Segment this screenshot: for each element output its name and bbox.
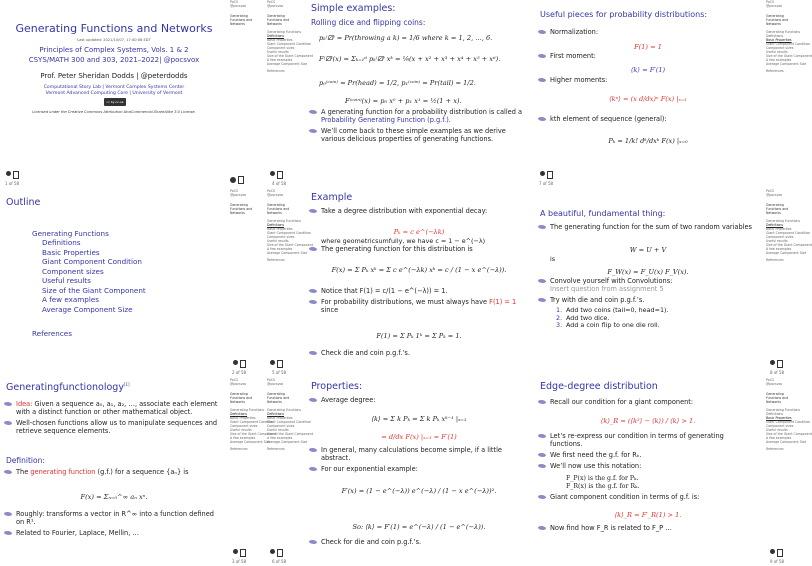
notation-item: F_R(x) is the g.f. for Rₖ. <box>566 482 640 490</box>
bullet-list <box>536 277 756 307</box>
outline-item[interactable]: Component sizes <box>766 235 794 239</box>
nav-icons[interactable] <box>770 360 783 368</box>
bullet-list <box>307 446 527 476</box>
sidebar-outline[interactable] <box>766 219 812 255</box>
box-icon <box>777 360 783 368</box>
logos <box>230 176 244 184</box>
course-line-1: Principles of Complex Systems, Vols. 1 & 2 <box>39 46 189 54</box>
sidebar <box>766 189 812 377</box>
bullet-list <box>536 115 756 126</box>
slide-1 <box>0 0 266 188</box>
slide-3 <box>0 378 276 566</box>
sidebar-outline[interactable] <box>267 30 313 66</box>
bullet-list <box>2 400 222 438</box>
outline-item[interactable]: Basic Properties <box>766 416 792 420</box>
outline-item[interactable]: Basic Properties <box>267 227 293 231</box>
affiliation-2: Vermont Advanced Computing Core | University of Vermont <box>45 91 183 96</box>
citation-link[interactable]: [1] <box>123 382 130 387</box>
sidebar-references[interactable]: References <box>267 447 285 451</box>
sidebar <box>267 0 313 188</box>
outline-item[interactable]: Basic Properties <box>766 227 792 231</box>
circle-icon <box>233 360 238 365</box>
slide-main <box>0 0 228 188</box>
sidebar <box>230 0 266 188</box>
slide-title: Generatingfunctionology[1] <box>6 382 130 394</box>
equation: F(x) = Σ Pₖ xᵏ = Σ c e^(−λk) xᵏ = c / (1 − x e^(−λ)). <box>331 266 507 274</box>
equation: F(x) = Σₙ₌₀^∞ aₙ xⁿ. <box>80 493 148 501</box>
sidebar <box>230 378 276 566</box>
circle-icon <box>270 360 275 365</box>
list-item: Let’s re-express our condition in terms of generating functions. <box>536 432 756 448</box>
outline-item[interactable]: Basic Properties <box>267 38 293 42</box>
outline-item[interactable]: A few examples <box>42 295 99 304</box>
outline-item[interactable]: A few examples <box>230 436 256 440</box>
slide-8 <box>534 189 812 377</box>
list-item: The generating function (g.f.) for a sequence {aₙ} is <box>2 468 222 476</box>
outline-item[interactable]: Useful results <box>267 239 289 243</box>
sidebar-course: PoCS <box>766 189 775 193</box>
list-item: For probability distributions, we must always have F(1) = 1 since <box>307 298 527 314</box>
outline-item[interactable]: Average Component Size <box>42 304 133 314</box>
list-item: kth element of sequence (general): <box>536 115 756 123</box>
assignment-link[interactable]: Insert question from assignment 5 <box>550 285 664 293</box>
list-item: 3. Add a coin flip to one die roll. <box>556 321 660 330</box>
text: is <box>550 255 556 263</box>
sidebar <box>267 378 313 566</box>
sidebar-course: PoCS <box>267 378 276 382</box>
slide-main <box>0 189 228 377</box>
sidebar-title: Generating Functions and Networks <box>230 392 253 404</box>
sidebar-handle: @pocsvox <box>766 4 783 8</box>
outline-item[interactable]: Definitions <box>766 412 784 416</box>
outline-item[interactable]: Useful results <box>267 50 289 54</box>
affiliation-1: Computational Story Lab | Vermont Complex Systems Center <box>43 85 185 90</box>
list-item: Now find how F_R is related to F_P … <box>536 524 756 532</box>
outline-item[interactable]: A few examples <box>766 247 792 251</box>
box-icon <box>13 171 19 179</box>
equation: pₖ⁽⚂⁾ = Pr(throwing a k) = 1/6 where k = 1, 2, …, 6. <box>319 34 493 42</box>
sidebar-title: Generating Functions and Networks <box>766 203 789 215</box>
outline-item[interactable]: Size of the Giant Component <box>267 243 313 247</box>
sidebar-title: Generating Functions and Networks <box>267 14 290 26</box>
slide-title: A beautiful, fundamental thing: <box>540 209 666 218</box>
circle-icon <box>270 549 275 554</box>
sidebar-handle: @pocsvox <box>230 4 247 8</box>
slide-5 <box>267 189 533 377</box>
outline-item[interactable]: Definitions <box>267 412 285 416</box>
outline-item[interactable]: Giant Component Condition <box>42 257 142 266</box>
bullet-list <box>2 510 222 540</box>
equation: ⟨kⁿ⟩ = (x d/dx)ⁿ F(x) |ₓ₌₁ <box>609 95 687 103</box>
outline-item[interactable]: Component sizes <box>42 266 104 276</box>
outline-item[interactable]: Size of the Giant Component <box>766 54 812 58</box>
list-item: We first need the g.f. for Rₖ. <box>536 451 756 459</box>
list-item: Idea: Given a sequence a₀, a₁, a₂, …, associate each element with a distinct function or other mathematical object. <box>2 400 222 416</box>
box-icon <box>777 549 783 557</box>
circle-icon <box>270 171 275 176</box>
equation: F(1) = Σ Pₖ 1ᵏ = Σ Pₖ = 1. <box>376 332 462 340</box>
list-item: First moment: <box>536 52 756 60</box>
equation: F′(x) = (1 − e^(−λ)) e^(−λ) / (1 − x e^(−λ))². <box>341 487 497 495</box>
slide-title: Useful pieces for probability distributions: <box>540 10 708 19</box>
sidebar-title: Generating Functions and Networks <box>766 392 789 404</box>
list-item: Recall our condition for a giant component: <box>536 398 756 406</box>
bullet-list <box>536 493 756 504</box>
sidebar <box>230 189 266 377</box>
bullet-list <box>307 287 527 317</box>
outline-item[interactable]: Size of the Giant Component <box>230 432 276 436</box>
sidebar-course: PoCS <box>230 189 239 193</box>
notation-item: F_P(x) is the g.f. for Pₖ. <box>566 475 639 482</box>
sidebar <box>267 189 313 377</box>
outline-item[interactable]: Basic Properties <box>230 416 256 420</box>
list-item: 1. Add two coins (tail=0, head=1). <box>556 306 669 314</box>
slide-main <box>534 0 762 188</box>
outline-item[interactable]: Useful results <box>230 428 252 432</box>
list-item: Average degree: <box>307 396 527 404</box>
sidebar-outline[interactable] <box>766 408 812 444</box>
outline-item[interactable]: Component sizes <box>230 424 258 428</box>
sidebar-title: Generating Functions and Networks <box>267 392 290 404</box>
sidebar-course: PoCS <box>267 0 276 4</box>
page-number: 7 of 58 <box>539 181 554 186</box>
outline-item[interactable]: Giant Component Condition <box>766 42 811 46</box>
list-item: Take a degree distribution with exponential decay: <box>307 207 527 215</box>
equation: ⟨k⟩ = Σ k Pₖ = Σ k Pₖ xᵏ⁻¹ |ₓ₌₁ <box>371 415 467 423</box>
outline-item[interactable]: Generating Functions <box>230 408 265 412</box>
slide-main <box>305 0 533 188</box>
outline-item[interactable]: Size of the Giant Component <box>42 285 146 295</box>
circle-icon <box>6 171 11 176</box>
list-item: Check die and coin p.g.f.’s. <box>307 349 527 357</box>
sidebar <box>766 378 812 566</box>
sidebar-references[interactable]: References <box>267 69 285 73</box>
outline-item[interactable]: A few examples <box>267 436 293 440</box>
outline-item[interactable]: Component sizes <box>267 46 295 50</box>
bullet-list <box>536 223 756 234</box>
outline-list <box>42 238 146 314</box>
outline-item[interactable]: Basic Properties <box>766 38 792 42</box>
list-item: The generating function for the sum of two random variables <box>536 223 756 231</box>
page-number: 4 of 58 <box>272 181 287 186</box>
outline-references[interactable]: References <box>32 329 72 338</box>
outline-item[interactable]: Average Component Size <box>267 62 308 66</box>
list-item: Normalization: <box>536 28 756 36</box>
slide-main <box>534 378 762 566</box>
sidebar-handle: @pocsvox <box>267 382 284 386</box>
slide-title: Edge-degree distribution <box>540 381 658 392</box>
list-item: Try with die and coin p.g.f.’s. <box>536 296 756 304</box>
outline-item[interactable]: Average Component Size <box>267 251 308 255</box>
definition-heading: Definition: <box>6 456 45 465</box>
equation: F⁽ᶜᵒⁱⁿ⁾(x) = p₀ x⁰ + p₁ x¹ = ½(1 + x). <box>345 97 462 105</box>
outline-item[interactable]: Giant Component Condition <box>267 420 312 424</box>
equation: W = U + V <box>629 246 667 254</box>
equation: F⁽⚂⁾(x) = Σₖ₌₁⁶ pₖ⁽⚂⁾ xᵏ = ⅙(x + x² + x³ + x⁴ + x⁵ + x⁶). <box>319 55 501 63</box>
slide-7 <box>534 0 812 188</box>
equation: ⟨k⟩_R = F′_R(1) > 1. <box>614 511 682 519</box>
bullet-list <box>307 108 527 146</box>
box-icon <box>277 360 283 368</box>
bullet-list <box>536 52 756 63</box>
updated-text: Last updated: 2021/10/07, 17:40:08 EDT <box>77 38 151 42</box>
slide-main <box>534 189 762 377</box>
sidebar-title: Generating Functions and Networks <box>230 203 253 215</box>
numbered-list <box>556 307 756 330</box>
page-number: 5 of 58 <box>272 370 287 375</box>
bullet-list <box>307 245 527 256</box>
slide-6 <box>267 378 533 566</box>
sidebar-handle: @pocsvox <box>766 382 783 386</box>
outline-item[interactable]: Size of the Giant Component <box>766 243 812 247</box>
equation: ⟨k⟩ = F′(1) <box>630 66 666 74</box>
nav-icons[interactable] <box>770 549 783 557</box>
outline-item[interactable]: A few examples <box>766 436 792 440</box>
outline-item[interactable]: Giant Component Condition <box>766 231 811 235</box>
sidebar-references[interactable]: References <box>230 447 248 451</box>
box-icon <box>277 549 283 557</box>
list-item: We’ll now use this notation: <box>536 462 756 470</box>
outline-item[interactable]: Average Component Size <box>766 62 807 66</box>
sidebar-handle: @pocsvox <box>230 382 247 386</box>
notation-list <box>566 475 639 490</box>
sidebar-outline[interactable] <box>267 219 313 255</box>
course-line-2: CSYS/MATH 300 and 303, 2021–2022| @pocsvox <box>28 56 200 64</box>
sidebar-title: Generating Functions and Networks <box>267 203 290 215</box>
circle-icon <box>540 171 545 176</box>
sidebar-title: Generating Functions and Networks <box>766 14 789 26</box>
outline-item[interactable]: Definitions <box>766 34 784 38</box>
outline-item[interactable]: Size of the Giant Component <box>267 432 313 436</box>
page-number: 6 of 58 <box>272 559 287 564</box>
outline-item[interactable]: Generating Functions <box>267 30 302 34</box>
nav-icons[interactable] <box>233 549 246 557</box>
slide-title: Simple examples: <box>311 3 396 14</box>
sidebar-outline[interactable] <box>267 408 313 444</box>
nav-icons[interactable] <box>270 360 283 368</box>
circle-icon <box>770 549 775 554</box>
sidebar-course: PoCS <box>766 378 775 382</box>
list-item: Related to Fourier, Laplace, Mellin, … <box>2 529 222 537</box>
outline-item[interactable]: Average Component Size <box>766 440 807 444</box>
outline-item[interactable]: Useful results <box>42 276 91 285</box>
sidebar-course: PoCS <box>230 0 239 4</box>
outline-item[interactable]: Size of the Giant Component <box>766 432 812 436</box>
outline-item[interactable]: Component sizes <box>766 46 794 50</box>
outline-item[interactable]: Definitions <box>230 412 248 416</box>
list-item: Check for die and coin p.g.f.’s. <box>307 538 527 546</box>
box-icon <box>547 171 553 179</box>
equation: = d/dx F(x) |ₓ₌₁ = F′(1) <box>381 433 457 441</box>
sidebar-course: PoCS <box>766 0 775 4</box>
outline-item[interactable]: Useful results <box>766 50 788 54</box>
license-text: Licensed under the Creative Commons Attribution-NonCommercial-ShareAlike 3.0 License. <box>32 110 196 114</box>
outline-item[interactable]: Generating Functions <box>267 219 302 223</box>
page-number: 9 of 58 <box>770 559 785 564</box>
sidebar-handle: @pocsvox <box>230 193 247 197</box>
list-item: 2. Add two dice. <box>556 313 610 322</box>
nav-icons[interactable] <box>270 171 283 179</box>
slide-main <box>305 378 533 566</box>
list-item: For our exponential example: <box>307 465 527 473</box>
sidebar-title: Generating Functions and Networks <box>230 14 253 26</box>
page-number: 2 of 58 <box>232 370 247 375</box>
slide-main <box>305 189 533 377</box>
outline-section[interactable]: Generating Functions <box>32 229 109 238</box>
equation: Pₖ = c e^(−λk) <box>393 228 445 236</box>
sidebar-references[interactable]: References <box>766 447 784 451</box>
outline-item[interactable]: Giant Component Condition <box>267 42 312 46</box>
outline-item[interactable]: Generating Functions <box>766 219 801 223</box>
sidebar-course: PoCS <box>267 189 276 193</box>
sidebar-handle: @pocsvox <box>267 193 284 197</box>
bullet-list <box>536 76 756 87</box>
page-number: 3 of 58 <box>232 559 247 564</box>
slide-title: Properties: <box>311 381 363 392</box>
outline-item[interactable]: A few examples <box>766 58 792 62</box>
outline-item[interactable]: Size of the Giant Component <box>267 54 313 58</box>
circle-icon <box>770 360 775 365</box>
outline-item[interactable]: A few examples <box>267 58 293 62</box>
list-item: In general, many calculations become simple, if a little abstract. <box>307 446 527 462</box>
equation: So: ⟨k⟩ = F′(1) = e^(−λ) / (1 − e^(−λ)). <box>352 523 486 531</box>
slide-title: Outline <box>6 197 41 208</box>
sidebar-references[interactable]: References <box>766 69 784 73</box>
sidebar-handle: @pocsvox <box>267 4 284 8</box>
page-title: Generating Functions and Networks <box>15 22 213 35</box>
outline-item[interactable]: Useful results <box>766 428 788 432</box>
outline-item[interactable]: Giant Component Condition <box>267 231 312 235</box>
slide-2 <box>0 189 266 377</box>
sidebar <box>766 0 812 188</box>
list-item: A generating function for a probability distribution is called a Probability Generating Function (p.g.f.). <box>307 108 527 124</box>
logo-icon <box>230 177 236 183</box>
outline-item[interactable]: Basic Properties <box>42 247 100 257</box>
list-item: Giant component condition in terms of g.f. is: <box>536 493 756 501</box>
pgf-link[interactable]: Probability Generating Function (p.g.f.). <box>321 116 451 124</box>
outline-item[interactable]: Definitions <box>766 223 784 227</box>
nav-icons[interactable] <box>540 171 553 179</box>
text: where geometricsumfully, we have c = 1 − e^(−λ) <box>321 237 486 245</box>
subheading: Rolling dice and flipping coins: <box>311 18 426 27</box>
cc-badge: cc by-nc-sa <box>104 98 126 106</box>
bullet-list <box>307 349 527 360</box>
list-item: We’ll come back to these simple examples as we derive various delicious properties of generating functions. <box>307 127 527 143</box>
slide-4 <box>267 0 533 188</box>
outline-item[interactable]: Definitions <box>267 223 285 227</box>
outline-item[interactable]: Average Component Size <box>766 251 807 255</box>
nav-icons[interactable] <box>233 360 246 368</box>
equation: F(1) = 1 <box>634 43 662 51</box>
box-icon <box>240 549 246 557</box>
outline-item[interactable]: Generating Functions <box>766 408 801 412</box>
sidebar-handle: @pocsvox <box>766 193 783 197</box>
circle-icon <box>233 549 238 554</box>
equation: F_W(x) = F_U(x) F_V(x). <box>607 268 689 276</box>
box-icon <box>277 171 283 179</box>
bullet-list <box>536 28 756 39</box>
list-item: Well-chosen functions allow us to manipulate sequences and retrieve sequence elements. <box>2 419 222 435</box>
nav-icons[interactable] <box>6 171 19 179</box>
slide-9 <box>534 378 812 566</box>
sidebar-references[interactable]: References <box>267 258 285 262</box>
sidebar-outline[interactable] <box>766 30 812 66</box>
outline-item[interactable]: A few examples <box>267 247 293 251</box>
list-item: Roughly: transforms a vector in R^∞ into a function defined on R¹. <box>2 510 222 526</box>
bullet-list <box>536 398 756 409</box>
outline-item[interactable]: Definitions <box>267 34 285 38</box>
outline-item[interactable]: Average Component Size <box>267 440 308 444</box>
equation: Pₖ = 1/k! dᵏ/dxᵏ F(x) |ₓ₌₀ <box>608 137 688 145</box>
outline-item[interactable]: Useful results <box>267 428 289 432</box>
equation: p₀⁽ᶜᵒⁱⁿ⁾ = Pr(head) = 1/2, p₁⁽ᶜᵒⁱⁿ⁾ = Pr(tail) = 1/2. <box>319 79 476 87</box>
sidebar-outline[interactable] <box>230 408 276 444</box>
outline-item[interactable]: Component sizes <box>267 235 295 239</box>
outline-item[interactable]: Definitions <box>42 238 81 247</box>
bullet-list <box>307 538 527 549</box>
outline-item[interactable]: Generating Functions <box>766 30 801 34</box>
logo-icon <box>238 176 244 184</box>
list-item: Convolve yourself with Convolutions: Insert question from assignment 5 <box>536 277 756 293</box>
bullet-list <box>2 468 222 479</box>
nav-icons[interactable] <box>270 549 283 557</box>
list-item: Notice that F(1) = c/(1 − e^(−λ)) = 1. <box>307 287 527 295</box>
outline-item[interactable]: Useful results <box>766 239 788 243</box>
equation: ⟨k⟩_R = (⟨k²⟩ − ⟨k⟩) / ⟨k⟩ > 1. <box>600 417 696 425</box>
list-item: Higher moments: <box>536 76 756 84</box>
outline-item[interactable]: Component sizes <box>766 424 794 428</box>
outline-item[interactable]: Average Component Size <box>230 440 271 444</box>
outline-item[interactable]: Basic Properties <box>267 416 293 420</box>
box-icon <box>240 360 246 368</box>
slide-main <box>0 378 228 566</box>
outline-item[interactable]: Component sizes <box>267 424 295 428</box>
bullet-list <box>536 524 756 535</box>
list-item: The generating function for this distribution is <box>307 245 527 253</box>
outline-item[interactable]: Giant Component Condition <box>766 420 811 424</box>
outline-item[interactable]: Generating Functions <box>267 408 302 412</box>
bullet-list <box>307 396 527 407</box>
bullet-list <box>307 207 527 218</box>
slide-title: Example <box>311 192 353 203</box>
bullet-list <box>536 432 756 473</box>
sidebar-course: PoCS <box>230 378 239 382</box>
sidebar-references[interactable]: References <box>766 258 784 262</box>
outline-item[interactable]: Giant Component Condition <box>230 420 275 424</box>
page-number: 8 of 58 <box>770 370 785 375</box>
author: Prof. Peter Sheridan Dodds | @peterdodds <box>40 72 188 80</box>
page-number: 1 of 58 <box>5 181 20 186</box>
